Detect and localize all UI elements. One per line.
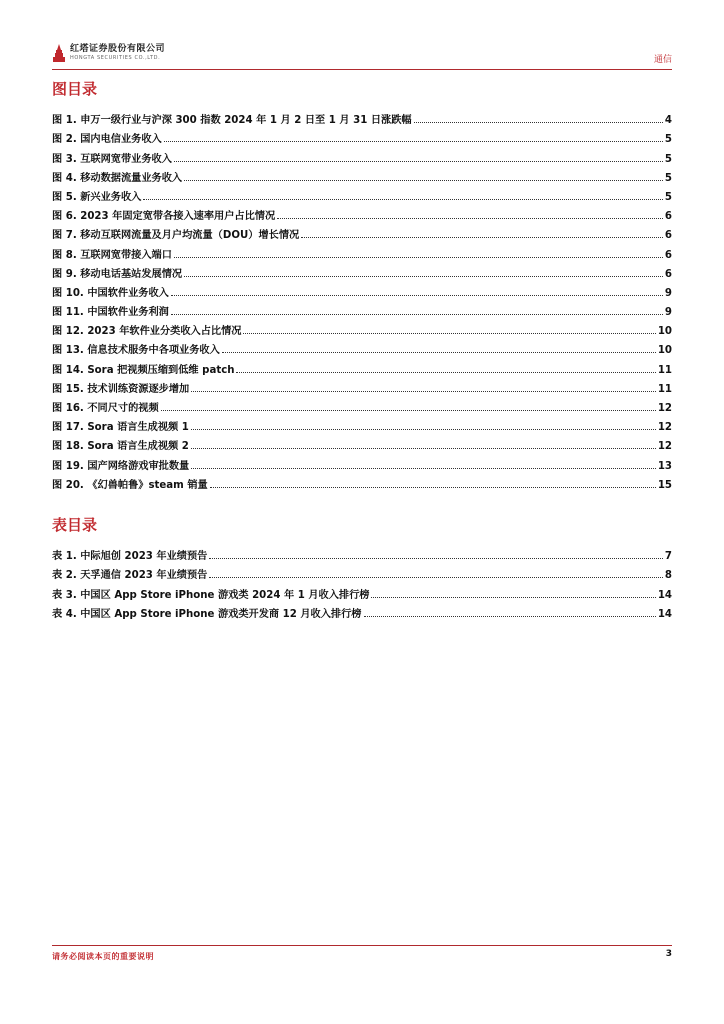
toc-entry-label: 图 5. 新兴业务收入 — [52, 191, 142, 203]
toc-entry[interactable] — [52, 543, 672, 562]
toc-entry[interactable] — [52, 562, 672, 581]
toc-leader-dots — [236, 371, 655, 373]
toc-leader-dots — [277, 217, 663, 219]
toc-entry-label: 表 1. 中际旭创 2023 年业绩预告 — [52, 551, 208, 563]
toc-entry-label: 图 18. Sora 语言生成视频 2 — [52, 441, 189, 453]
toc-leader-dots — [171, 294, 663, 296]
toc-leader-dots — [301, 236, 663, 238]
toc-entry-page: 5 — [664, 134, 672, 146]
toc-leader-dots — [184, 275, 663, 277]
toc-entry[interactable] — [52, 581, 672, 600]
company-logo — [52, 44, 165, 62]
toc-leader-dots — [191, 428, 656, 430]
toc-entry[interactable] — [52, 452, 672, 471]
toc-entry-label: 表 3. 中国区 App Store iPhone 游戏类 2024 年 1 月收入排行榜 — [52, 589, 370, 601]
toc-entry-label: 图 2. 国内电信业务收入 — [52, 134, 162, 146]
page-number: 3 — [665, 949, 672, 959]
toc-leader-dots — [161, 409, 656, 411]
toc-entry-label: 图 17. Sora 语言生成视频 1 — [52, 422, 189, 434]
toc-entry-page: 12 — [657, 422, 672, 434]
toc-entry-label: 图 19. 国产网络游戏审批数量 — [52, 460, 190, 472]
toc-entry[interactable] — [52, 241, 672, 260]
toc-entry[interactable] — [52, 414, 672, 433]
toc-entry-label: 图 3. 互联网宽带业务收入 — [52, 153, 172, 165]
toc-leader-dots — [209, 557, 663, 559]
toc-entry[interactable] — [52, 222, 672, 241]
disclaimer-note: 请务必阅读本页的重要说明 — [52, 952, 154, 961]
toc-entry[interactable] — [52, 395, 672, 414]
toc-leader-dots — [371, 596, 655, 598]
toc-entry-page: 12 — [657, 403, 672, 414]
toc-entry[interactable] — [52, 601, 672, 620]
toc-entry-label: 图 15. 技术训练资源逐步增加 — [52, 383, 190, 395]
toc-entry[interactable] — [52, 203, 672, 222]
toc-entry[interactable] — [52, 337, 672, 356]
toc-entry-page: 9 — [664, 287, 672, 299]
toc-entry-label: 图 16. 不同尺寸的视频 — [52, 403, 159, 414]
toc-entry-page: 5 — [664, 191, 672, 203]
toc-entry-label: 图 11. 中国软件业务利润 — [52, 307, 169, 319]
toc-entry-label: 图 6. 2023 年固定宽带各接入速率用户占比情况 — [52, 211, 276, 223]
toc-leader-dots — [222, 351, 656, 353]
toc-entry[interactable] — [52, 433, 672, 452]
toc-entry[interactable] — [52, 318, 672, 337]
toc-entry-label: 图 14. Sora 把视频压缩到低维 patch — [52, 364, 235, 376]
toc-entry-label: 图 7. 移动互联网流量及月户均流量（DOU）增长情况 — [52, 230, 300, 242]
toc-leader-dots — [414, 121, 663, 123]
toc-entry-label: 表 4. 中国区 App Store iPhone 游戏类开发商 12 月收入排行榜 — [52, 608, 362, 620]
toc-entry[interactable] — [52, 261, 672, 280]
toc-entry-page: 5 — [664, 153, 672, 165]
toc-entry-label: 图 9. 移动电话基站发展情况 — [52, 268, 183, 280]
toc-leader-dots — [174, 160, 663, 162]
toc-leader-dots — [191, 447, 656, 449]
toc-entry-page: 4 — [664, 115, 672, 127]
toc-leader-dots — [210, 486, 656, 488]
toc-entry-page: 6 — [664, 249, 672, 261]
header-divider — [52, 69, 672, 70]
toc-entry[interactable] — [52, 280, 672, 299]
toc-entry-page: 11 — [657, 383, 672, 395]
toc-entry-page: 11 — [657, 364, 672, 376]
toc-leader-dots — [191, 390, 656, 392]
toc-entry-page: 8 — [664, 570, 672, 582]
toc-entry-page: 12 — [657, 441, 672, 453]
toc-leader-dots — [143, 198, 663, 200]
toc-entry[interactable] — [52, 184, 672, 203]
toc-leader-dots — [164, 140, 663, 142]
toc-entry[interactable] — [52, 356, 672, 375]
logo-icon — [52, 44, 66, 62]
toc-entry-page: 14 — [657, 589, 672, 601]
toc-entry[interactable] — [52, 107, 672, 126]
toc-leader-dots — [243, 332, 655, 334]
toc-entry-label: 图 1. 申万一级行业与沪深 300 指数 2024 年 1 月 2 日至 1 月 31 日涨跌幅 — [52, 115, 412, 127]
toc-entry-page: 15 — [657, 479, 672, 491]
toc-entry[interactable] — [52, 126, 672, 145]
toc-leader-dots — [191, 467, 656, 469]
toc-entry-label: 表 2. 天孚通信 2023 年业绩预告 — [52, 570, 208, 582]
toc-entry-page: 10 — [657, 345, 672, 357]
toc-leader-dots — [364, 615, 656, 617]
company-name-cn: 红塔证券股份有限公司 — [70, 44, 166, 54]
toc-entry-label: 图 13. 信息技术服务中各项业务收入 — [52, 345, 220, 357]
toc-entry-page: 10 — [657, 326, 672, 338]
tables-section-title: 表目录 — [52, 516, 98, 534]
toc-leader-dots — [174, 256, 663, 258]
footer-divider — [52, 945, 672, 946]
toc-entry-page: 14 — [657, 608, 672, 620]
tables-toc — [52, 543, 672, 620]
toc-entry-page: 6 — [664, 230, 672, 242]
toc-leader-dots — [171, 313, 663, 315]
toc-entry-label: 图 20. 《幻兽帕鲁》steam 销量 — [52, 479, 208, 491]
toc-entry-label: 图 4. 移动数据流量业务收入 — [52, 172, 183, 184]
toc-entry-label: 图 12. 2023 年软件业分类收入占比情况 — [52, 326, 242, 338]
report-category: 通信 — [653, 55, 672, 65]
toc-entry[interactable] — [52, 165, 672, 184]
toc-entry-page: 6 — [664, 268, 672, 280]
toc-leader-dots — [209, 576, 663, 578]
toc-entry[interactable] — [52, 299, 672, 318]
figures-section-title: 图目录 — [52, 80, 98, 98]
toc-entry-label: 图 8. 互联网宽带接入端口 — [52, 249, 172, 261]
toc-entry-label: 图 10. 中国软件业务收入 — [52, 287, 169, 299]
page-header — [52, 44, 672, 70]
company-name-en: HONGTA SECURITIES CO.,LTD. — [70, 55, 161, 61]
toc-entry[interactable] — [52, 376, 672, 395]
toc-entry-page: 7 — [664, 551, 672, 563]
toc-entry-page: 6 — [664, 211, 672, 223]
toc-entry[interactable] — [52, 145, 672, 164]
toc-entry-page: 5 — [664, 172, 672, 184]
toc-entry-page: 13 — [657, 460, 672, 472]
figures-toc — [52, 107, 672, 491]
toc-leader-dots — [184, 179, 663, 181]
toc-entry-page: 9 — [664, 307, 672, 319]
toc-entry[interactable] — [52, 472, 672, 491]
